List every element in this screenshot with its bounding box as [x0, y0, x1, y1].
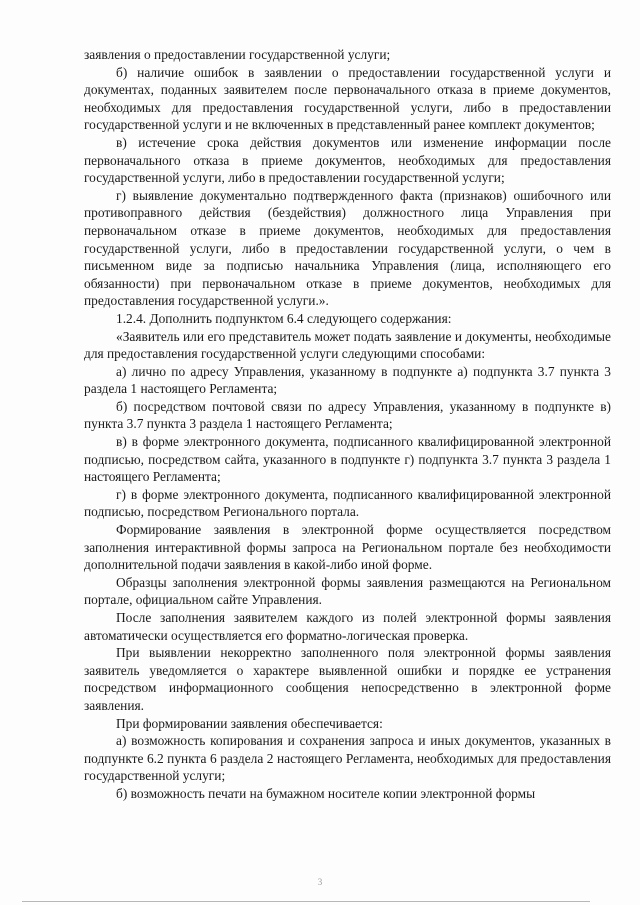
paragraph-format-check: После заполнения заявителем каждого из полей электронной формы заявления автоматически осуществляется его форматно-логическая проверка.: [84, 610, 611, 643]
paragraph-provisions-intro: При формировании заявления обеспечивается:: [116, 715, 383, 731]
document-body: [84, 46, 611, 803]
scan-edge-divider: [22, 901, 590, 902]
paragraph-electronic-form: Формирование заявления в электронной форме осуществляется посредством заполнения интерактивной формы запроса на Региональном портале без необходимости дополнительной подачи заявления в какой-либо иной форме.: [84, 522, 611, 573]
paragraph-item-g-misconduct: г) выявление документально подтвержденного факта (признаков) ошибочного или противоправного действия (бездействия) должностного лица Управления при первоначальном отказе в приеме документов, необходимых для предоставления государственной услуги, либо в предоставлении государственной услуги, о чем в письменном виде за подписью начальника Управления (лица, исполняющего его обязанности) при первоначальном отказе в приеме документов, необходимых для предоставления государственной услуги.».: [84, 187, 611, 309]
paragraph-continuation: заявления о предоставлении государственной услуги;: [84, 47, 391, 62]
paragraph-method-b-mail: б) посредством почтовой связи по адресу Управления, указанному в подпункте в) пункта 3.7 пункта 3 раздела 1 настоящего Регламента;: [84, 398, 611, 432]
paragraph-item-b-errors: б) наличие ошибок в заявлении о предоставлении государственной услуги и документах, поданных заявителем после первоначального отказа в приеме документов, необходимых для предоставления государственной услуги, либо в предоставлении государственной услуги и не включенных в представленный ранее комплект документов;: [84, 64, 611, 133]
paragraph-provision-a-copy: а) возможность копирования и сохранения запроса и иных документов, указанных в подпункте 6.2 пункта 6 раздела 2 настоящего Регламента, необходимых для предоставления государственной услуги;: [84, 733, 611, 784]
paragraph-error-notice: При выявлении некорректно заполненного поля электронной формы заявления заявитель уведомляется о характере выявленной ошибки и порядке ее устранения посредством информационного сообщения непосредственно в электронной форме заявления.: [84, 645, 611, 713]
paragraph-form-samples: Образцы заполнения электронной формы заявления размещаются на Региональном портале, официальном сайте Управления.: [84, 574, 611, 608]
paragraph-method-v-website: в) в форме электронного документа, подписанного квалифицированной электронной подписью, посредством сайта, указанного в подпункте г) подпункта 3.7 пункта 3 раздела 1 настоящего Регламента;: [84, 434, 611, 485]
paragraph-method-a-in-person: а) лично по адресу Управления, указанному в подпункте а) подпункта 3.7 пункта 3 раздела 1 настоящего Регламента;: [84, 363, 611, 397]
paragraph-item-v-expiry: в) истечение срока действия документов или изменение информации после первоначального отказа в приеме документов, необходимых для предоставления государственной услуги, либо в предоставлении государственной услуги;: [84, 134, 611, 186]
paragraph-amendment-1-2-4: 1.2.4. Дополнить подпунктом 6.4 следующего содержания:: [116, 310, 452, 326]
paragraph-submission-methods: «Заявитель или его представитель может подать заявление и документы, необходимые для предоставления государственной услуги следующими способами:: [84, 328, 611, 362]
paragraph-provision-b-print: б) возможность печати на бумажном носителе копии электронной формы: [116, 785, 536, 801]
paragraph-method-g-portal: г) в форме электронного документа, подписанного квалифицированной электронной подписью, посредством Регионального портала.: [84, 486, 611, 520]
page-number: 3: [317, 877, 323, 887]
